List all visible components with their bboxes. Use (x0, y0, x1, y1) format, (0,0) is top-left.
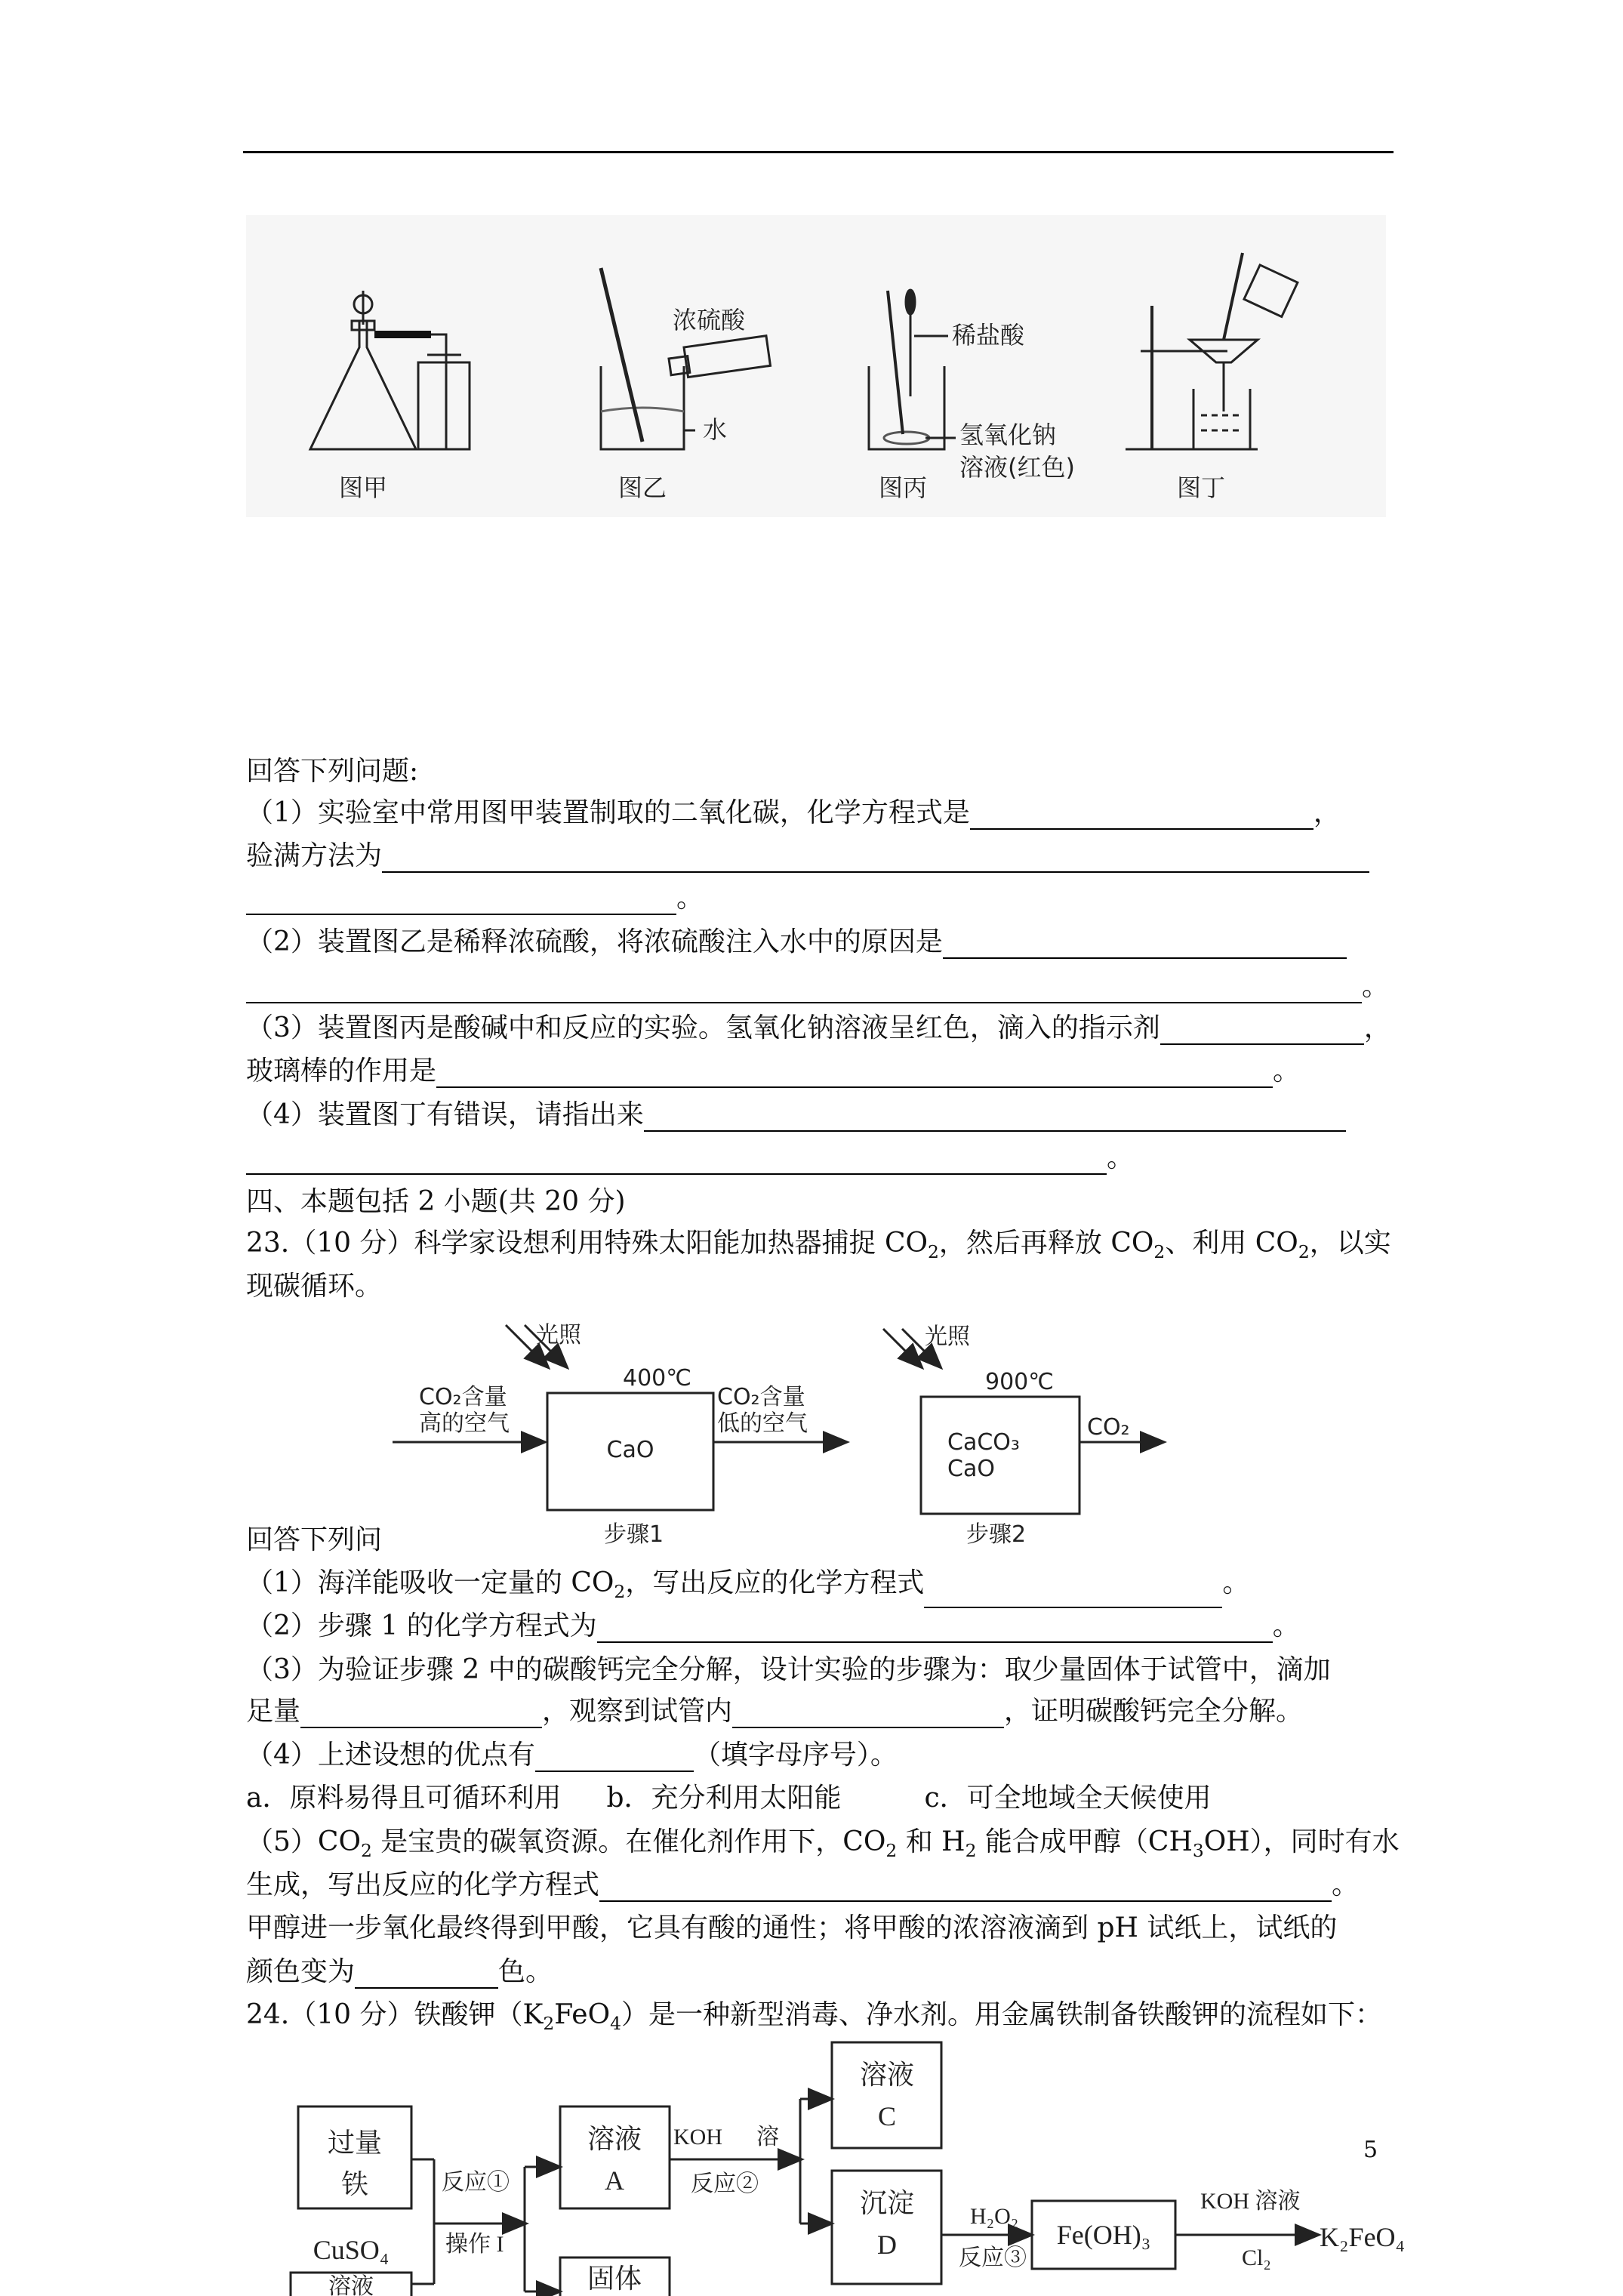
section-heading: 四、本题包括 2 小题(共 20 分) (246, 1186, 626, 1217)
answer-blank[interactable] (597, 1614, 1273, 1643)
label-fig-yi: 图乙 (617, 473, 667, 502)
box-solution-a-1: 溶液 (587, 2124, 642, 2154)
label-reaction-1: 反应① (442, 2170, 510, 2195)
q23-part5b: 生成，写出反应的化学方程式 。 (246, 1869, 1360, 1900)
label-h2o2: H₂O₂ (970, 2204, 1019, 2229)
answer-blank[interactable] (732, 1700, 1004, 1728)
box-caco3: CaCO₃ (947, 1429, 1020, 1456)
neutralization-apparatus (869, 290, 956, 449)
box-cuso4-solution: 溶液 (328, 2274, 374, 2296)
q23-part5: $(5)CO_2$ 是宝贵的碳氧资源。在催化剂作用下，$CO_2$ 和 $H_2$ 能合成甲醇$(CH_3OH)$，同时有水 (246, 1826, 1400, 1862)
answer-blank[interactable] (382, 844, 1369, 873)
box-solution-c-2: C (877, 2101, 897, 2131)
answer-blank[interactable] (970, 801, 1313, 830)
q23-stem: 23.（10 分）科学家设想利用特殊太阳能加热器捕捉 $CO_2$，然后再释放 $CO_2$、利用 $CO_2$，以实 (246, 1228, 1391, 1263)
product-k2feo4: K₂FeO₄ (1320, 2222, 1406, 2252)
box-precipitate-d-1: 沉淀 (859, 2188, 915, 2218)
answer-blank[interactable] (436, 1059, 1273, 1088)
filtration-apparatus (1126, 253, 1298, 449)
q23-part5c: 甲醇进一步氧化最终得到甲酸，它具有酸的通性；将甲酸的浓溶液滴到 pH 试纸上，试纸的 (246, 1912, 1338, 1943)
box-cao-2: CaO (947, 1456, 995, 1482)
q23-ask: 回答下列问 (246, 1524, 383, 1555)
label-fig-bing: 图丙 (878, 473, 928, 502)
q22-part4: （4）装置图丁有错误，请指出来 (246, 1099, 1346, 1132)
box-cao: CaO (606, 1437, 654, 1463)
q22-intro: 回答下列问题: (246, 756, 419, 787)
light-label-1: 光照 (536, 1322, 581, 1348)
potassium-ferrate-flowchart (287, 2031, 1434, 2296)
q22-part2b: 。 (246, 970, 1389, 1003)
answer-blank[interactable] (599, 1873, 1332, 1902)
q23-part4: （4）上述设想的优点有 （填字母序号）。 (246, 1740, 898, 1771)
q22-part3b: 玻璃棒的作用是 。 (246, 1056, 1301, 1086)
apparatus-figure (246, 215, 1386, 517)
step2-label: 步骤2 (966, 1521, 1027, 1548)
answer-blank[interactable] (535, 1743, 694, 1772)
answer-blank[interactable] (943, 930, 1347, 959)
box-fe-oh-3: Fe(OH)₃ (1056, 2220, 1151, 2250)
q22-part1c: 。 (246, 882, 704, 915)
box-iron-2: 铁 (340, 2169, 369, 2199)
label-dilute-hcl: 稀盐酸 (952, 321, 1025, 350)
answer-blank[interactable] (246, 886, 676, 915)
q22-part1: （1）实验室中常用图甲装置制取的二氧化碳，化学方程式是 ， (246, 797, 1341, 828)
output-air-1: CO₂含量 (717, 1384, 805, 1410)
option-b: b．充分利用太阳能 (606, 1783, 842, 1814)
answer-blank[interactable] (924, 1579, 1222, 1608)
q22-part1b: 验满方法为 (246, 840, 1369, 873)
box-iron-1: 过量 (327, 2128, 383, 2158)
output-co2: CO₂ (1087, 1414, 1130, 1441)
option-a: a．原料易得且可循环利用 (246, 1783, 562, 1814)
box-solid: 固体 (587, 2264, 642, 2294)
label-operation-1: 操作 I (445, 2232, 504, 2257)
label-koh-2: 溶 (756, 2125, 779, 2150)
answer-blank[interactable] (1160, 1016, 1364, 1045)
dilution-apparatus (601, 268, 770, 449)
label-cl2: Cl₂ (1242, 2245, 1271, 2270)
label-koh-solution: KOH 溶液 (1200, 2189, 1301, 2214)
label-water: 水 (703, 415, 728, 444)
input-air-2: 高的空气 (419, 1410, 510, 1437)
temp-label-1: 400℃ (623, 1365, 691, 1391)
temp-label-2: 900℃ (985, 1369, 1054, 1395)
output-air-2: 低的空气 (717, 1410, 808, 1437)
answer-blank[interactable] (644, 1103, 1346, 1132)
label-fig-ding: 图丁 (1176, 473, 1226, 502)
label-naoh: 氢氧化钠 (959, 421, 1057, 449)
step1-label: 步骤1 (604, 1521, 664, 1548)
answer-blank[interactable] (300, 1700, 542, 1728)
q22-part2: （2）装置图乙是稀释浓硫酸，将浓硫酸注入水中的原因是 (246, 926, 1347, 959)
label-naoh-red: 溶液(红色) (959, 453, 1075, 482)
label-koh-1: KOH (673, 2125, 722, 2150)
label-conc-h2so4: 浓硫酸 (673, 306, 746, 334)
q24-stem: 24.（10 分）铁酸钾$(K_2FeO_4)$是一种新型消毒、净水剂。用金属铁制备铁酸钾的流程如下： (246, 1999, 1383, 2035)
option-c: c．可全地域全天候使用 (924, 1783, 1212, 1814)
q23-part5d: 颜色变为 色。 (246, 1956, 553, 1987)
box-solution-a-2: A (605, 2165, 624, 2196)
carbon-cycle-diagram (393, 1314, 1223, 1563)
answer-blank[interactable] (246, 975, 1362, 1003)
header-rule (243, 151, 1394, 153)
q23-part1: （1）海洋能吸收一定量的 $CO_2$，写出反应的化学方程式 。 (246, 1567, 1249, 1608)
box-solution-c-1: 溶液 (859, 2060, 915, 2090)
q23-stem-2: 现碳循环。 (246, 1271, 383, 1302)
light-label-2: 光照 (925, 1324, 970, 1350)
input-air-1: CO₂含量 (419, 1384, 507, 1410)
box-cuso4: CuSO₄ (313, 2235, 390, 2265)
q23-options (246, 1782, 1212, 1815)
label-reaction-2: 反应② (691, 2171, 759, 2196)
q23-part3: （3）为验证步骤 2 中的碳酸钙完全分解，设计实验的步骤为：取少量固体于试管中，滴加 (246, 1654, 1331, 1685)
q22-part4b: 。 (246, 1142, 1134, 1175)
flask-apparatus (310, 291, 470, 449)
box-precipitate-d-2: D (877, 2230, 897, 2260)
answer-blank[interactable] (355, 1960, 498, 1989)
page-number: 5 (1363, 2137, 1378, 2163)
label-fig-jia: 图甲 (338, 473, 388, 502)
q23-part3b: 足量 ，观察到试管内 ，证明碳酸钙完全分解。 (246, 1696, 1304, 1727)
answer-blank[interactable] (246, 1146, 1107, 1175)
label-reaction-3: 反应③ (959, 2245, 1027, 2270)
q22-part3: （3）装置图丙是酸碱中和反应的实验。氢氧化钠溶液呈红色，滴入的指示剂 ， (246, 1012, 1391, 1043)
q23-part2: （2）步骤 1 的化学方程式为 。 (246, 1610, 1300, 1641)
